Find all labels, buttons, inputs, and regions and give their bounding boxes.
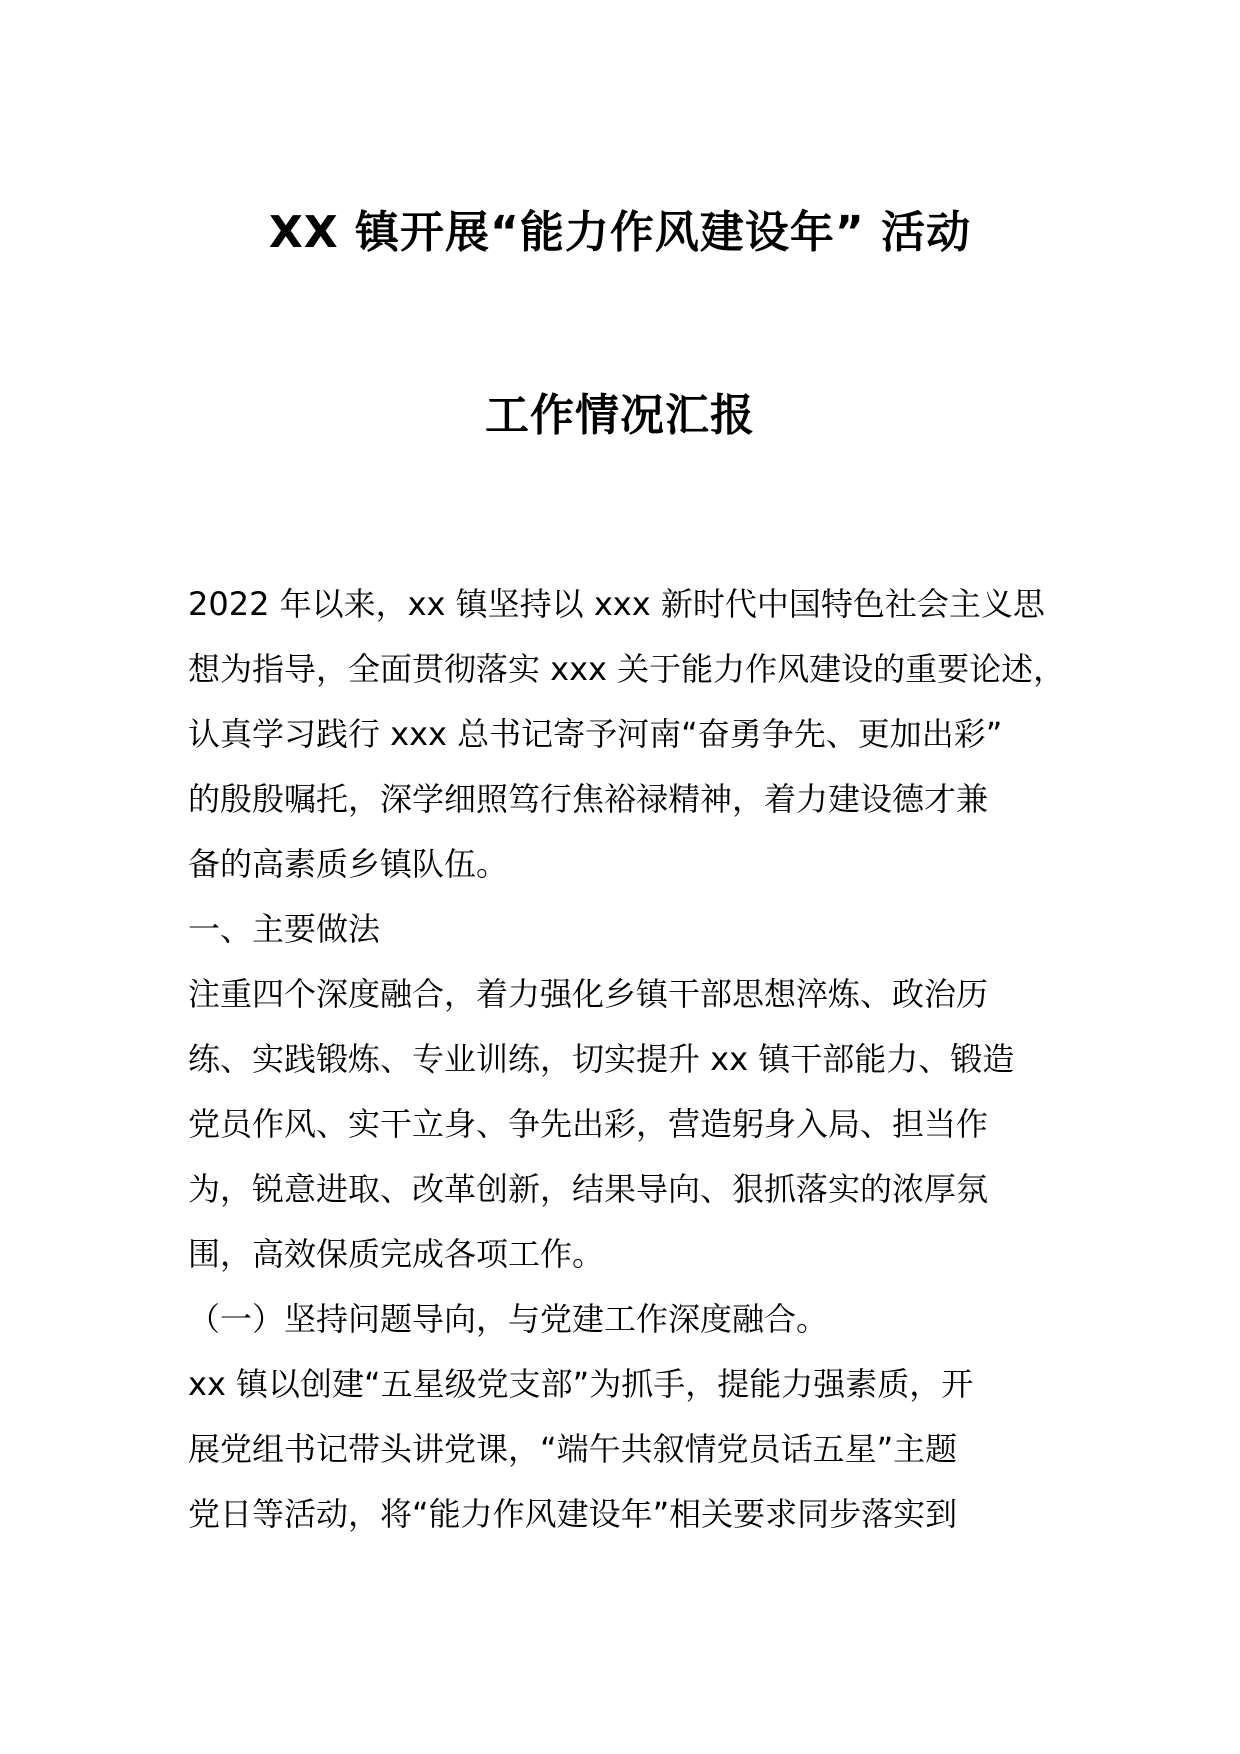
body-line: 展党组书记带头讲党课，“端午共叙情党员话五星”主题 bbox=[188, 1430, 958, 1468]
body-line: 注重四个深度融合，着力强化乡镇干部思想淬炼、政治历 bbox=[188, 975, 989, 1013]
body-line: 备的高素质乡镇队伍。 bbox=[188, 845, 509, 883]
document-title-line-1: XX 镇开展“能力作风建设年” 活动 bbox=[268, 207, 972, 258]
body-line: 想为指导，全面贯彻落实 xxx 关于能力作风建设的重要论述， bbox=[188, 650, 1066, 688]
body-line: 2022 年以来，xx 镇坚持以 xxx 新时代中国特色社会主义思 bbox=[188, 585, 1045, 623]
body-line: 围，高效保质完成各项工作。 bbox=[188, 1235, 605, 1273]
body-line: 党员作风、实干立身、争先出彩，营造躬身入局、担当作 bbox=[188, 1105, 989, 1143]
body-line: 的殷殷嘱托，深学细照笃行焦裕禄精神，着力建设德才兼 bbox=[188, 780, 989, 818]
subsection-heading: （一）坚持问题导向，与党建工作深度融合。 bbox=[188, 1300, 829, 1338]
section-heading: 一、主要做法 bbox=[188, 910, 381, 948]
document-body bbox=[188, 572, 1068, 1547]
body-line: 认真学习践行 xxx 总书记寄予河南“奋勇争先、更加出彩” bbox=[188, 715, 1003, 753]
body-line: xx 镇以创建“五星级党支部”为抓手，提能力强素质，开 bbox=[188, 1365, 974, 1403]
body-line: 为，锐意进取、改革创新，结果导向、狠抓落实的浓厚氛 bbox=[188, 1170, 989, 1208]
body-line: 练、实践锻炼、专业训练，切实提升 xx 镇干部能力、锻造 bbox=[188, 1040, 1015, 1078]
body-line: 党日等活动，将“能力作风建设年”相关要求同步落实到 bbox=[188, 1495, 958, 1533]
document-title-line-2: 工作情况汇报 bbox=[485, 390, 755, 441]
